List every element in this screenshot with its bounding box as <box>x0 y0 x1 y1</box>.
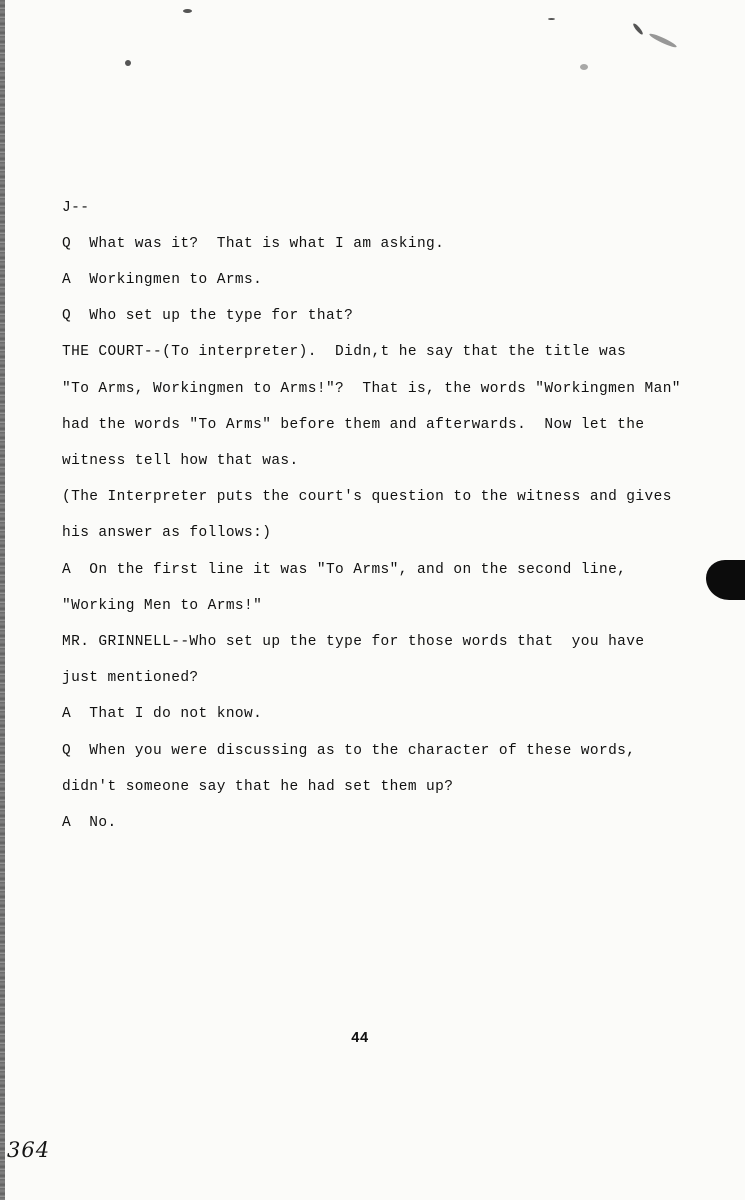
transcript-line: had the words "To Arms" before them and afterwards. Now let the <box>62 417 645 433</box>
transcript-line: A On the first line it was "To Arms", and on the second line, <box>62 562 627 578</box>
transcript-line: A That I do not know. <box>62 706 263 722</box>
scan-speck <box>183 9 192 13</box>
transcript-line: THE COURT--(To interpreter). Didn,t he say that the title was <box>62 344 627 360</box>
ink-blot <box>706 560 745 600</box>
scan-speck <box>580 64 588 70</box>
scan-speck <box>648 32 677 49</box>
transcript-line: "To Arms, Workingmen to Arms!"? That is, the words "Workingmen Man" <box>62 381 681 397</box>
transcript-line: his answer as follows:) <box>62 525 272 541</box>
transcript-line: J-- <box>62 200 90 216</box>
transcript-line: didn't someone say that he had set them up? <box>62 779 454 795</box>
page-number: 44 <box>351 1031 369 1047</box>
binding-edge <box>0 0 5 1200</box>
handwritten-archive-number: 364 <box>7 1138 51 1162</box>
scan-speck <box>125 60 131 66</box>
transcript-line: Q When you were discussing as to the character of these words, <box>62 743 636 759</box>
transcript-line: Q What was it? That is what I am asking. <box>62 236 445 252</box>
transcript-line: just mentioned? <box>62 670 199 686</box>
transcript-line: Q Who set up the type for that? <box>62 308 354 324</box>
transcript-line: A Workingmen to Arms. <box>62 272 263 288</box>
scan-speck <box>632 22 644 35</box>
transcript-line: MR. GRINNELL--Who set up the type for those words that you have <box>62 634 645 650</box>
transcript-line: A No. <box>62 815 117 831</box>
scan-speck <box>548 18 555 20</box>
transcript-line: "Working Men to Arms!" <box>62 598 263 614</box>
transcript-line: (The Interpreter puts the court's question to the witness and gives <box>62 489 672 505</box>
transcript-line: witness tell how that was. <box>62 453 299 469</box>
